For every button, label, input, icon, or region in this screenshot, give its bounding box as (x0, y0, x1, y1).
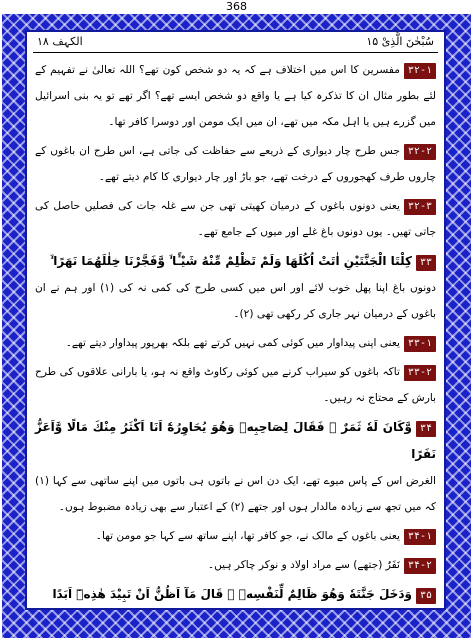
commentary-body (27, 53, 444, 608)
commentary-text: یعنی اپنی پیداوار میں کوئی کمی نہیں کرتے تھے بلکہ بھرپور پیداوار دیتے تھے۔ (65, 337, 400, 349)
commentary-text: مفسرین کا اس میں اختلاف ہے کہ یہ دو شخص کون تھے؟ اللہ تعالیٰ نے تفہیم کے لئے بطور مثال ان کا تذکرہ کیا ہے یا واقع دو شخص ایسے تھے؟ اگر تھے تو یہ بنی اسرائیل میں گزرے ہیں یا اہل مکہ میں تھے، ان میں ایک مومن اور دوسرا کافر تھا۔ (35, 64, 436, 128)
header-juz: سُبْحٰنَ الَّذِیْ ۱۵ (366, 35, 434, 48)
commentary-text: نَفَرٌ (جتھے) سے مراد اولاد و نوکر چاکر ہیں۔ (207, 559, 400, 571)
commentary-paragraph (35, 523, 436, 549)
quran-verse-text: كِلْتَا الْجَنَّتَيْنِ اٰتَتْ اُكُلَهَا وَلَمْ تَظْلِمْ مِّنْهُ شَيْـًٔا ۙ وَّفَجَّرْنَا خِلٰلَهُمَا نَهَرًا ۙ (50, 254, 412, 268)
verse-note-badge: ۳۲-۱ (404, 63, 436, 79)
commentary-text: دونوں باغ اپنا پھل خوب لائے اور اس میں کسی طرح کی کمی نہ کی (۱) اور ہم نے ان باغوں کے درمیان نہر جاری کر رکھی تھی (۲)۔ (35, 282, 436, 320)
commentary-paragraph (35, 138, 436, 190)
commentary-text: الغرض اس کے پاس میوے تھے، ایک دن اس نے باتوں ہی باتوں میں اپنے ساتھی سے کہا (۱) کہ میں تجھ سے زیادہ مالدار ہوں اور جتھے (۲) کے اعتبار سے بھی زیادہ مضبوط ہوں۔ (35, 475, 436, 513)
commentary-paragraph (35, 193, 436, 245)
page-content (25, 30, 446, 610)
verse-note-badge: ۳۳-۱ (404, 336, 436, 352)
verse-note-badge: ۳۵ (416, 588, 436, 604)
running-header (33, 32, 438, 53)
commentary-paragraph (35, 359, 436, 411)
verse-note-badge: ۳۲-۲ (404, 144, 436, 160)
commentary-paragraph (35, 552, 436, 578)
commentary-text: جس طرح چار دیواری کے ذریعے سے حفاظت کی جاتی ہے، اس طرح ان باغوں کے چاروں طرف کھجوروں کے درخت تھے، جو باڑ اور چار دیواری کا کام دیتے تھے۔ (35, 145, 436, 183)
commentary-paragraph (35, 581, 436, 608)
verse-note-badge: ۳۳ (416, 255, 436, 271)
commentary-paragraph (35, 248, 436, 327)
verse-note-badge: ۳۳-۲ (404, 365, 436, 381)
commentary-text: تاکہ باغوں کو سیراب کرنے میں کوئی رکاوٹ واقع نہ ہو، یا بارانی علاقوں کی طرح بارش کے محتاج نہ رہیں۔ (35, 366, 436, 404)
commentary-paragraph (35, 57, 436, 135)
page-number: 368 (226, 0, 247, 13)
commentary-paragraph (35, 330, 436, 356)
verse-note-badge: ۳۴-۱ (404, 529, 436, 545)
commentary-text: یعنی دونوں باغوں کے درمیان کھیتی تھی جن سے غلہ جات کی فصلیں حاصل کی جاتی تھیں۔ یوں دونوں باغ غلے اور میوں کے جامع تھے۔ (35, 200, 436, 238)
commentary-paragraph (35, 414, 436, 520)
verse-note-badge: ۳۴ (416, 421, 436, 437)
verse-note-badge: ۳۲-۳ (404, 199, 436, 215)
quran-verse-text: وَّكَانَ لَهٗ ثَمَرٌ ۚ فَقَالَ لِصَاحِبِهٖ وَهُوَ يُحَاوِرُهٗٓ اَنَا اَكْثَرُ مِنْكَ مَالًا وَّاَعَزُّ نَفَرًا (35, 420, 436, 461)
header-surah: الکہف ۱۸ (37, 35, 83, 48)
quran-verse-text: وَدَخَلَ جَنَّتَهٗ وَهُوَ ظَالِمٌ لِّنَفْسِهٖ ۚ قَالَ مَآ اَظُنُّ اَنْ تَبِيْدَ هٰذِهٖٓ اَبَدًا (52, 587, 412, 601)
verse-note-badge: ۳۴-۲ (404, 558, 436, 574)
commentary-text: یعنی باغوں کے مالک نے، جو کافر تھا، اپنے ساتھ سے کہا جو مومن تھا۔ (95, 530, 400, 542)
